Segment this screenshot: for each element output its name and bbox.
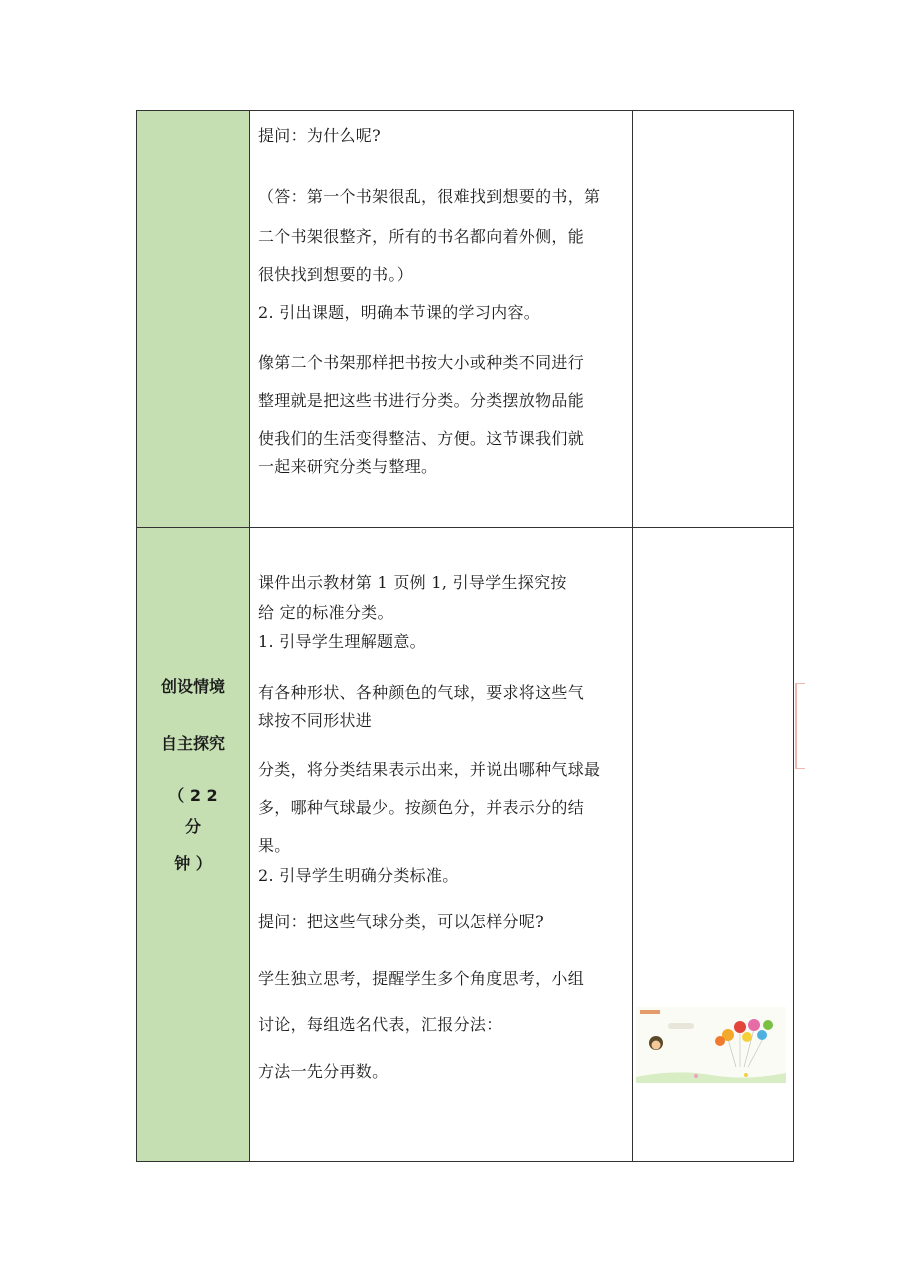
text-line: 提问：为什么呢? [258, 126, 381, 145]
text-line: 方法一先分再数。 [258, 1062, 389, 1081]
text-line: 果。 [258, 836, 291, 855]
text-line: 球按不同形状进 [258, 711, 373, 730]
text-line: 有各种形状、各种颜色的气球，要求将这些气 [258, 683, 585, 702]
stage-cell-empty [137, 111, 250, 527]
content-cell [249, 111, 633, 527]
text-line: 使我们的生活变得整洁、方便。这节课我们就 [258, 429, 585, 448]
text-line: 整理就是把这些书进行分类。分类摆放物品能 [258, 391, 585, 410]
text-line: 多，哪种气球最少。按颜色分，并表示分的结 [258, 798, 585, 817]
text-line: 讨论，每组选名代表，汇报分法： [258, 1015, 503, 1034]
text-line: 2. 引导学生明确分类标准。 [258, 866, 459, 885]
stage-title-line: 创设情境 [160, 677, 225, 696]
text-line: 像第二个书架那样把书按大小或种类不同进行 [258, 353, 585, 372]
text-line: 课件出示教材第 1 页例 1, 引导学生探究按 [258, 573, 567, 592]
text-line: 提问：把这些气球分类，可以怎样分呢? [258, 912, 544, 931]
text-line: 学生独立思考，提醒学生多个角度思考，小组 [258, 969, 585, 988]
notes-cell [632, 111, 793, 527]
table-row-intro [136, 110, 794, 528]
text-line: 二个书架很整齐，所有的书名都向着外侧，能 [258, 227, 585, 246]
stage-title-line: 自主探究 [160, 734, 225, 753]
text-line: 2. 引出课题，明确本节课的学习内容。 [258, 303, 541, 322]
table-row-explore [136, 527, 794, 1162]
text-line: （答：第一个书架很乱，很难找到想要的书，第 [258, 187, 601, 206]
lesson-table [136, 110, 794, 1162]
text-line: 给 定的标准分类。 [258, 603, 394, 622]
notes-cell [632, 528, 793, 1161]
stage-cell [137, 528, 250, 1161]
text-line: 分类，将分类结果表示出来，并说出哪种气球最 [258, 760, 601, 779]
stage-duration: （ 2 2 [168, 786, 218, 805]
text-line: 很快找到想要的书。） [258, 265, 414, 284]
page-edge-marker [795, 683, 805, 769]
text-line: 一起来研究分类与整理。 [258, 457, 438, 476]
stage-duration-close: 钟 ） [174, 854, 212, 873]
text-line: 1. 引导学生理解题意。 [258, 632, 426, 651]
content-cell [249, 528, 633, 1161]
balloon-illustration [636, 1007, 786, 1083]
stage-duration-unit: 分 [184, 817, 201, 836]
